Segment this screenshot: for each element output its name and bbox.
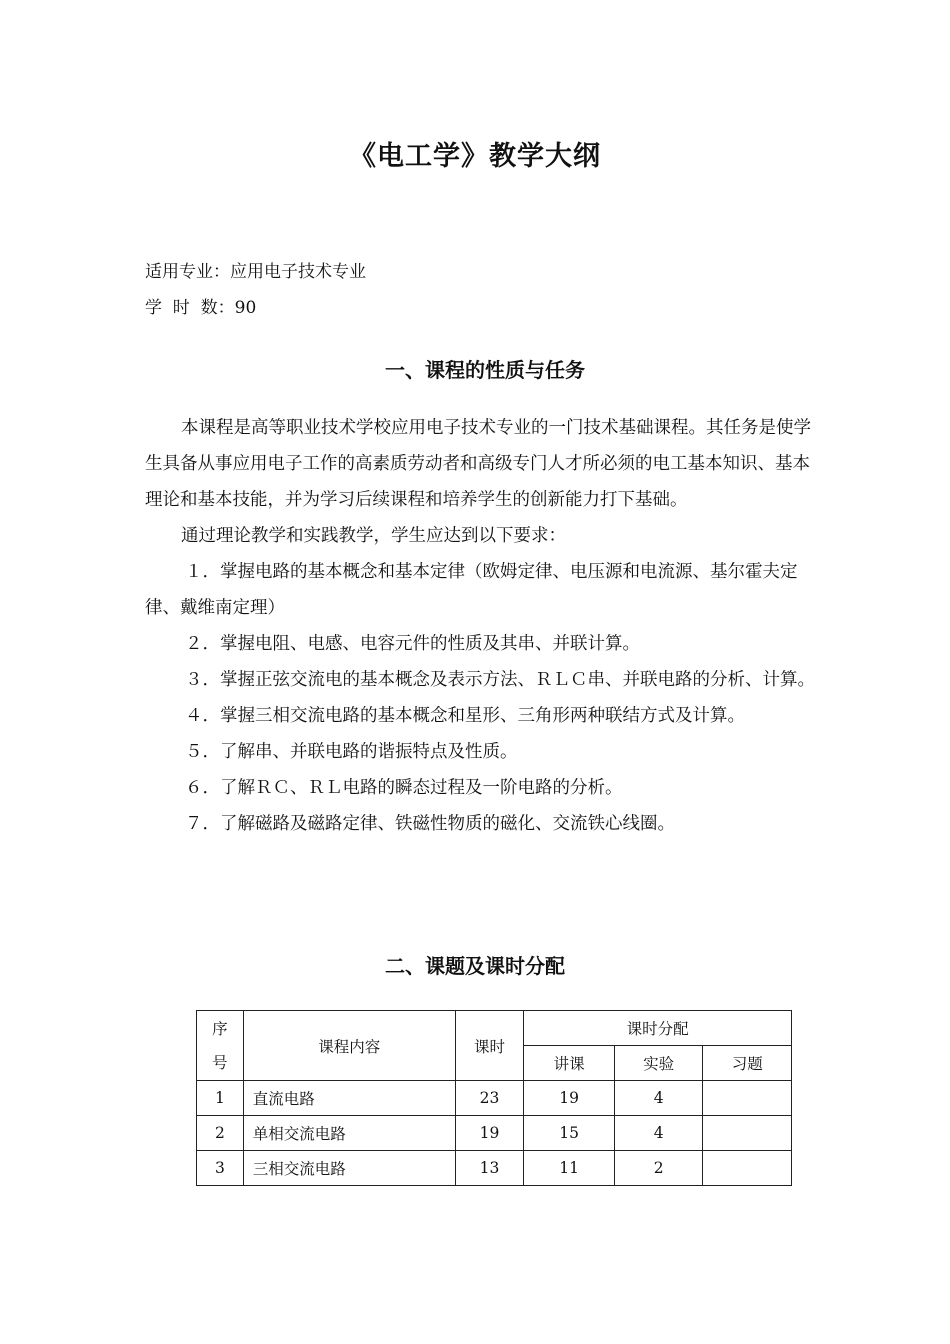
hours-value: 90 [234,298,257,318]
cell-hours: 19 [455,1116,524,1151]
cell-exercise [703,1151,792,1186]
cell-exercise [703,1116,792,1151]
requirement-item: ２．掌握电阻、电感、电容元件的性质及其串、并联计算。 [185,634,640,654]
section-heading-nature-and-tasks: 一、课程的性质与任务 [385,358,585,382]
cell-no: 1 [197,1081,244,1116]
cell-lab: 4 [614,1081,703,1116]
document-title: 《电工学》教学大纲 [349,141,601,172]
requirement-item: ６．了解ＲＣ、ＲＬ电路的瞬态过程及一阶电路的分析。 [185,778,623,798]
cell-hours: 13 [455,1151,524,1186]
header-exercise: 习题 [703,1046,792,1081]
cell-no: 2 [197,1116,244,1151]
requirement-item: ３．掌握正弦交流电的基本概念及表示方法、ＲＬＣ串、并联电路的分析、计算。 [185,670,815,690]
section-body-nature-and-tasks [145,410,817,842]
requirement-item: ４．掌握三相交流电路的基本概念和星形、三角形两种联结方式及计算。 [185,706,745,726]
cell-exercise [703,1081,792,1116]
cell-content: 单相交流电路 [243,1116,455,1151]
major-label: 适用专业： [145,262,230,282]
requirement-item: １．掌握电路的基本概念和基本定律（欧姆定律、电压源和电流源、基尔霍夫定律、戴维南定理） [145,562,798,618]
table-row [197,1116,792,1151]
cell-content: 直流电路 [243,1081,455,1116]
course-intro-paragraph: 本课程是高等职业技术学校应用电子技术专业的一门技术基础课程。其任务是使学生具备从事应用电子工作的高素质劳动者和高级专门人才所必须的电工基本知识、基本理论和基本技能，并为学习后续课程和培养学生的创新能力打下基础。 [145,418,811,510]
cell-lecture: 11 [524,1151,615,1186]
cell-no: 3 [197,1151,244,1186]
header-lecture: 讲课 [524,1046,615,1081]
header-serial-top: 序 [212,1019,228,1038]
header-course-content: 课程内容 [243,1011,455,1081]
cell-lecture: 15 [524,1116,615,1151]
requirement-item: ５．了解串、并联电路的谐振特点及性质。 [185,742,518,762]
hours-label: 学 时 数： [145,298,235,318]
requirements-lead: 通过理论教学和实践教学，学生应达到以下要求： [181,526,566,546]
header-serial-number [197,1011,244,1081]
total-hours [145,293,256,318]
header-lab: 实验 [614,1046,703,1081]
hours-allocation-table [196,1010,792,1186]
header-hours-allocation: 课时分配 [524,1011,792,1046]
requirement-item: ７．了解磁路及磁路定律、铁磁性物质的磁化、交流铁心线圈。 [185,814,675,834]
section-heading-topics-and-hours: 二、课题及课时分配 [385,954,565,978]
applicable-major [145,257,366,282]
cell-hours: 23 [455,1081,524,1116]
table-row [197,1081,792,1116]
header-serial-bottom: 号 [212,1053,228,1072]
table-row [197,1151,792,1186]
table-header-row [197,1011,792,1046]
major-value: 应用电子技术专业 [230,262,366,282]
cell-content: 三相交流电路 [243,1151,455,1186]
cell-lecture: 19 [524,1081,615,1116]
cell-lab: 4 [614,1116,703,1151]
cell-lab: 2 [614,1151,703,1186]
header-hours: 课时 [455,1011,524,1081]
